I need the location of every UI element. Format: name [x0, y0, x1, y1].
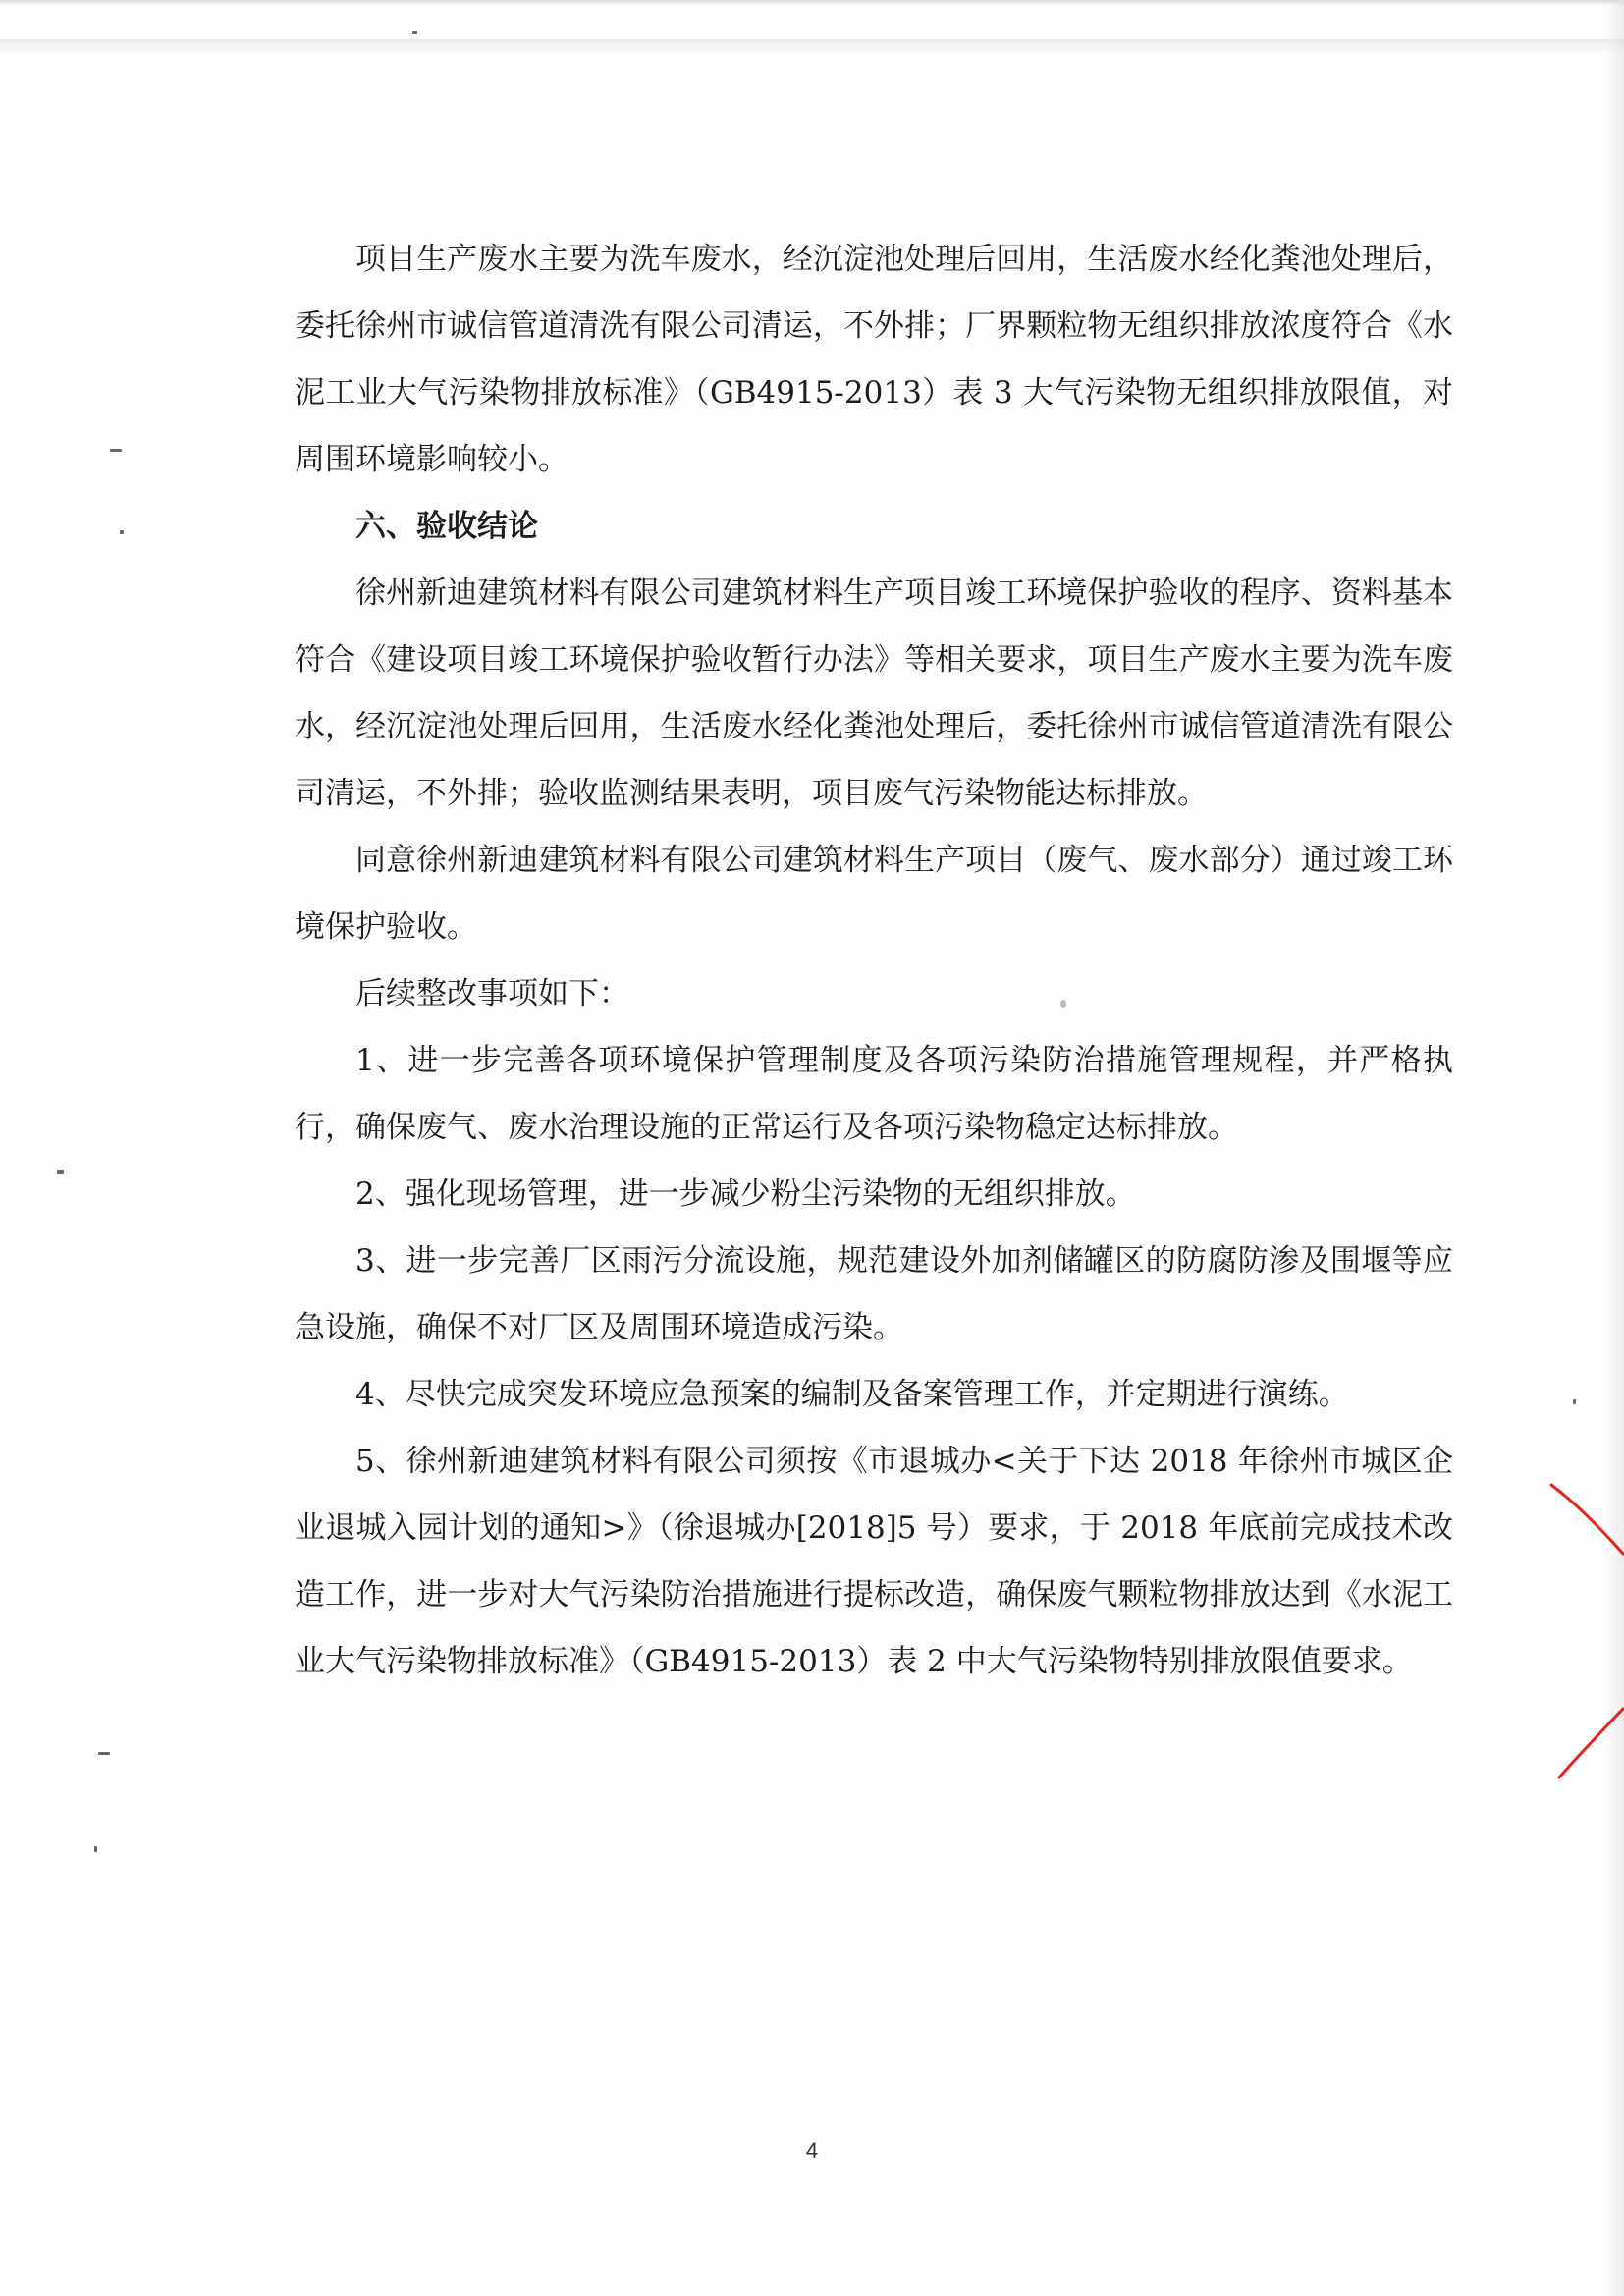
list-item-rectification-4: 4、尽快完成突发环境应急预案的编制及备案管理工作，并定期进行演练。 — [355, 1377, 1349, 1412]
scan-speck — [98, 1752, 110, 1755]
scan-top-edge — [0, 0, 1624, 6]
scan-speck — [1060, 1000, 1066, 1008]
paragraph-approval: 同意徐州新迪建筑材料有限公司建筑材料生产项目（废气、废水部分）通过竣工环境保护验收。 — [295, 843, 1453, 945]
scan-fold-shadow — [0, 39, 1624, 53]
scan-speck — [412, 31, 417, 34]
scan-right-shadow — [1606, 0, 1624, 2296]
page-number: 4 — [805, 2138, 819, 2162]
list-item-rectification-5: 5、徐州新迪建筑材料有限公司须按《市退城办<关于下达 2018 年徐州市城区企业退城入园计划的通知>》（徐退城办[2018]5 号）要求，于 2018 年底前完成技术改造工作，进一步对大气污染防治措施进行提标改造，确保废气颗粒物排放达到《水泥工业大气污染物排放标准》（GB4915-2013）表 2 中大气污染物特别排放限值要求。 — [295, 1444, 1453, 1679]
document-body — [295, 226, 1453, 1695]
scan-speck — [1573, 1399, 1576, 1404]
scan-speck — [57, 1170, 64, 1174]
paragraph-followup-intro: 后续整改事项如下： — [355, 976, 629, 1011]
scan-speck — [110, 449, 122, 452]
scan-speck — [94, 1846, 97, 1852]
list-item-rectification-3: 3、进一步完善厂区雨污分流设施，规范建设外加剂储罐区的防腐防渗及围堰等应急设施，确保不对厂区及周围环境造成污染。 — [295, 1243, 1453, 1345]
scan-speck — [120, 530, 124, 534]
red-pen-mark — [1545, 1473, 1624, 1797]
section-heading-conclusion: 六、验收结论 — [355, 509, 538, 544]
paragraph-conclusion: 徐州新迪建筑材料有限公司建筑材料生产项目竣工环境保护验收的程序、资料基本符合《建设项目竣工环境保护验收暂行办法》等相关要求，项目生产废水主要为洗车废水，经沉淀池处理后回用，生活废水经化粪池处理后，委托徐州市诚信管道清洗有限公司清运，不外排；验收监测结果表明，项目废气污染物能达标排放。 — [295, 575, 1453, 811]
list-item-rectification-2: 2、强化现场管理，进一步减少粉尘污染物的无组织排放。 — [355, 1176, 1136, 1212]
paragraph-impact: 项目生产废水主要为洗车废水，经沉淀池处理后回用，生活废水经化粪池处理后，委托徐州市诚信管道清洗有限公司清运，不外排；厂界颗粒物无组织排放浓度符合《水泥工业大气污染物排放标准》（GB4915-2013）表 3 大气污染物无组织排放限值，对周围环境影响较小。 — [295, 242, 1453, 477]
list-item-rectification-1: 1、进一步完善各项环境保护管理制度及各项污染防治措施管理规程，并严格执行，确保废气、废水治理设施的正常运行及各项污染物稳定达标排放。 — [295, 1043, 1453, 1145]
